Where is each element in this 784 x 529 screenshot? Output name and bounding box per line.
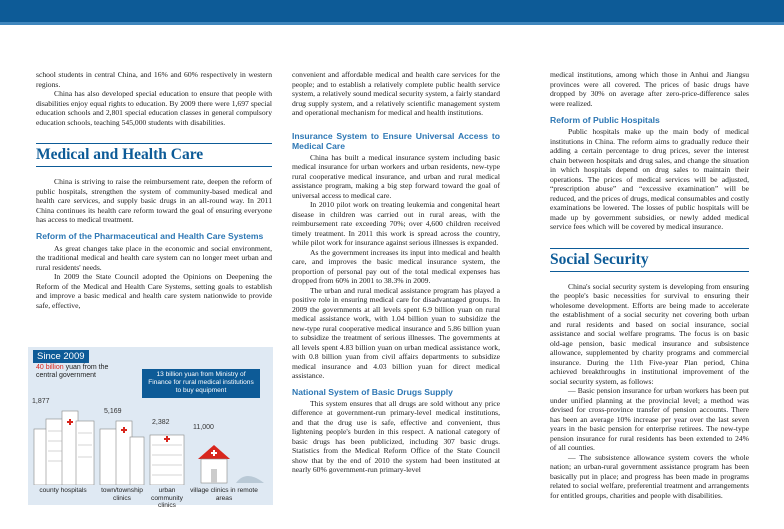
since-badge: Since 2009 (33, 350, 89, 363)
column-2 (292, 70, 500, 475)
paragraph: As the government increases its input into medical and health care, and improves the basic medical insurance system, the proportion of personal pay out of the total medical expenses has dropped from 60% in 2001 to 38.3% in 2009. (292, 247, 500, 285)
funding-line-2: central government (36, 372, 96, 379)
paragraph: In 2010 pilot work on treating leukemia and congenital heart disease in children was carried out in rural areas, with the reimbursement rate exceeding 70%; over 4,600 children received timely treatment. In 2011 this work is spread across the country, while pilot work for insurance against serious illnesses is expanded. (292, 200, 500, 247)
paragraph: China's social security system is developing from ensuring the people's basic necessities for survival to ensuring their wholesome development. Efforts are being made to accelerate the establishment of a social security net covering both urban and rural residents and based on social insurance, social assistance and social welfare programs. The focus is on basic old-age pension, basic medical insurance and subsistence allowance, supplemented by charity programs and commercial insurance. During the 11th Five-year Plan period, China achieved breakthroughs in institutional improvement of the social security system, as follows: (550, 281, 749, 386)
caption-village-clinics: village clinics in remote areas (190, 487, 258, 502)
funding-infographic (28, 347, 273, 510)
subheading-insurance: Insurance System to Ensure Universal Access to Medical Care (292, 130, 500, 151)
funding-text: yuan from the (63, 364, 109, 371)
funding-line-1 (36, 364, 108, 372)
column-1 (36, 70, 272, 310)
community-clinic-building-icon (148, 429, 188, 485)
caption-county-hospitals: county hospitals (39, 487, 87, 494)
paragraph: China has built a medical insurance system including basic medical insurance for urban workers and urban residents, new-type rural cooperative medical insurance, and urban and rural medical assistance program, making a big step forward toward the goal of universal access to medical care. (292, 152, 500, 200)
paragraph: — The subsistence allowance system covers the whole nation; an urban-rural government assistance program has been basically put in place; and progress has been made in programs related to social welfare, preferential treatment and arrangements for entitled groups, charities and people with disabilities. (550, 452, 749, 500)
section-title-social-security: Social Security (550, 250, 649, 268)
paragraph: school students in central China, and 16% and 60% respectively in western regions. (36, 70, 272, 89)
section-rule (36, 143, 272, 144)
funding-amount: 40 billion (36, 364, 64, 371)
subheading-reform: Reform of the Pharmaceutical and Health Care Systems (36, 230, 264, 241)
caption-community-clinics: urban community clinics (151, 487, 183, 510)
section-title-medical: Medical and Health Care (36, 146, 204, 163)
paragraph: The urban and rural medical assistance program has played a positive role in ensuring medical care for disadvantaged groups. In 2009 the governments at all levels spent 6.9 billion yuan on rural medical assistance work, with 1.04 billion yuan to subsidize the new-type rural cooperative medical insurance and 5.86 billion yuan to subsidize the treatment of serious illnesses. The governments at all levels spent 4.83 billion yuan on urban medical assistance work, with 0.8 billion yuan from civil affairs departments to subsidize medical insurance and 4.03 billion yuan for direct medical assistance. (292, 285, 500, 380)
section-rule (550, 271, 749, 272)
count-community-clinics: 2,382 (152, 419, 170, 426)
paragraph: — Basic pension insurance for urban workers has been put under unified planning at the provincial level; a method was devised for cross-province transfer of pension accounts. There has been an average 10% increase per year over the last seven years in the basic pension for enterprise retirees. The new-type pension insurance for rural residents has been extended to 24% of all counties. (550, 386, 749, 452)
paragraph: convenient and affordable medical and health care services for the people; and to establish a relatively complete public health service system, a relatively sound medical security system, a fairly standard drug supply system, and a relatively scientific management system and operational mechanism for medical and health institutions. (292, 70, 500, 117)
county-hospital-buildings-icon (32, 407, 96, 485)
subheading-public-hospitals: Reform of Public Hospitals (550, 115, 660, 125)
township-clinic-buildings-icon (98, 419, 146, 485)
paragraph: In 2009 the State Council adopted the Opinions on Deepening the Reform of the Medical and Health Care Systems, setting goals to establish and improve a basic medical and health care system nationwide to provide safe, effective, (36, 272, 272, 310)
village-clinic-icon (190, 439, 266, 485)
paragraph: China is striving to raise the reimbursement rate, deepen the reform of public hospitals, strengthen the system of community-based medical and health care services, and supply basic drugs in an all-round way. In 2011 China continues its health care reform toward the goal of ensuring everyone has access to medical treatment. (36, 177, 272, 224)
paragraph: This system ensures that all drugs are sold without any price difference at government-run primary-level medical institutions, and that the drug use is safe, effective and convenient, thus lightening people's burden in this respect. A national category of basic drugs has been publicized, including 307 basic drugs. Statistics from the Medical Reform Office of the State Council show that by the end of 2010 the system had been instituted at nearly 60% government-run primary-level (292, 398, 500, 474)
subheading-basic-drugs: National System of Basic Drugs Supply (292, 386, 453, 397)
section-rule (550, 248, 749, 249)
count-township-clinics: 5,169 (104, 408, 122, 415)
count-village-clinics: 11,000 (193, 424, 214, 431)
paragraph: As great changes take place in the economic and social environment, the traditional medical and health care system can no longer meet urban and rural residents' needs. (36, 243, 272, 272)
paragraph: Public hospitals make up the main body of medical institutions in China. The reform aims to gradually reduce their adding a certain percentage to drug prices, sever the interest chain between hospitals and drug sales, and change the situation in which hospitals depend on drug sales to maintain their operations. The prices of medical services will be adjusted, “prescription abuse” and “excessive examination” will be reduced, and the prices of drugs, medical consumables and costly examinations be lowered. The losses of public hospitals will be made up by government subsidies, or newly added medical service fees which will be covered by medical insurance. (550, 127, 749, 231)
top-banner (0, 0, 784, 22)
top-banner-stripe (0, 22, 784, 25)
paragraph: China has also developed special education to ensure that people with disabilities enjoy equal rights to education. By 2009 there were 1,697 special education schools and 2,801 special education classes in general compulsory education schools, teaching 545,000 students with disabilities. (36, 89, 272, 127)
caption-township-clinics: town/township clinics (101, 487, 143, 502)
paragraph: medical institutions, among which those in Anhui and Jiangsu provinces were all covered. The prices of basic drugs have dropped by 30% on average after zero-price-difference sales were realized. (550, 70, 749, 108)
count-county-hospitals: 1,877 (32, 398, 50, 405)
ministry-callout: 13 billion yuan from Ministry of Finance for rural medical institutions to buy equipment (142, 369, 260, 398)
section-rule (36, 166, 272, 167)
column-3 (550, 70, 749, 500)
